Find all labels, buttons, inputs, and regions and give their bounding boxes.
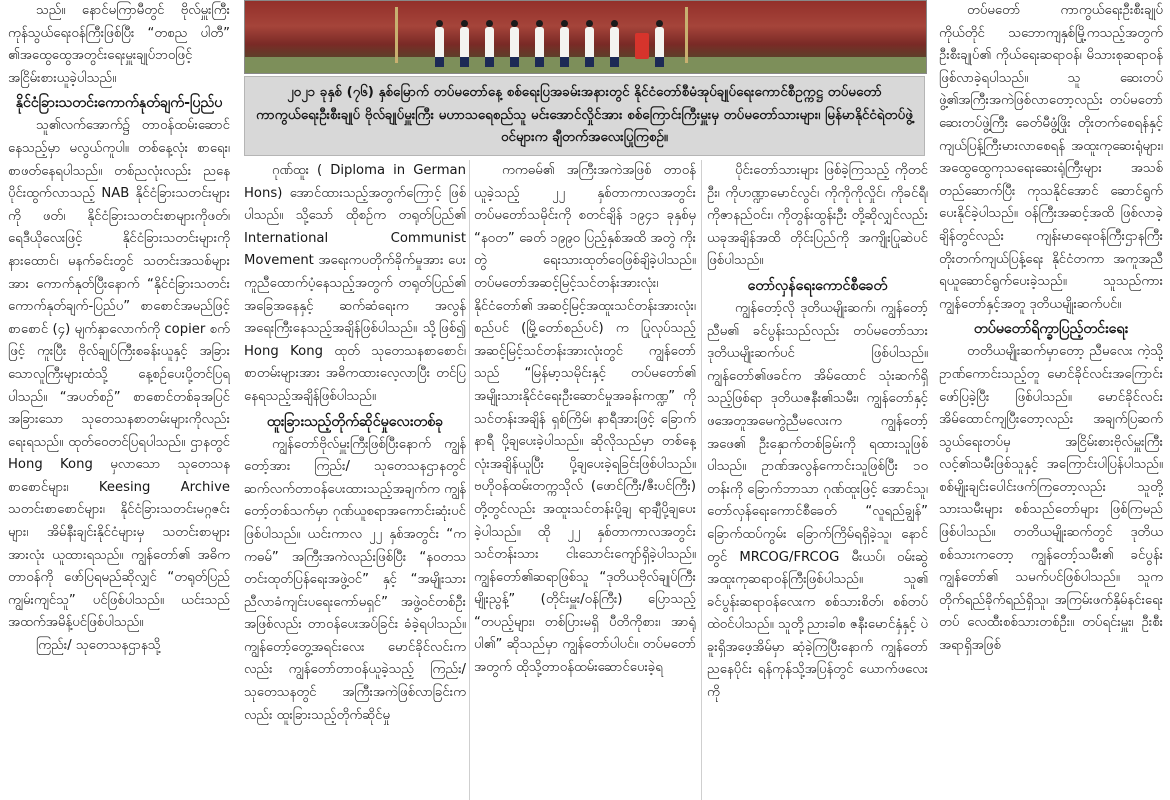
paragraph: သူ၏လက်အောက်၌ တာဝန်ထမ်းဆောင်နေသည့်မှာ မလွယ်ကူပါ။ တစ်နေ့လုံး စာရေး၊ စာဖတ်နေရပါသည်။ တစ်ညလုံးလည်း ညနေပိုင်းထွက်လာသည့် NAB နိုင်ငံခြားသတင်းများကို ဖတ်၊ နိုင်ငံခြားသတင်းစာများကိုဖတ်၊ ရေဒီယိုလေးဖြင့် နိုင်ငံခြားသတင်းများကို နားထောင်၊ မနက်ခင်းတွင် သတင်းအသစ်များအား ကောက်နုတ်ပြီးနောက် “နိုင်ငံခြားသတင်း ကောက်နုတ်ချက်-ပြည်ပ” စာစောင်အမည်ဖြင့် စာစောင် (၄) မျက်နှာလောက်ကို copier စက်ဖြင့် ကူးပြီး ဗိုလ်ချုပ်ကြီးစခန်းယူနှင့် အခြားသောလူကြီးများထံသို့ နေ့စဉ်ပေးပို့တင်ပြရပါသည်။ “အပတ်စဉ်” စာစောင်တစ်ခုအပြင် အခြားသော သုတေသနစာတမ်းများကိုလည်း ရေးရသည်။ ထုတ်ဝေတင်ပြရပါသည်။ ဌာနတွင် Hong Kong မှလာသော သုတေသနစာစောင်များ၊ Keesing Archive သတင်းစာစောင်များ၊ နိုင်ငံခြားသတင်းမဂ္ဂဇင်းများ၊ အိမ်နီးချင်းနိုင်ငံများမှ သတင်းစာများအားလုံး ယူထားရသည်။ ကျွန်တော်၏ အဓိကတာဝန်ကို ဖော်ပြရမည်ဆိုလျှင် “တရုတ်ပြည်ကျွမ်းကျင်သူ” ပင်ဖြစ်ပါသည်။ ယင်းသည် အထက်အမိန့်ပင်ဖြစ်ပါသည်။ — [8, 118, 230, 631]
article-column-3 — [474, 160, 696, 800]
soldier-figure — [510, 27, 519, 67]
article-column-4 — [707, 160, 928, 800]
flag-pole — [395, 7, 398, 63]
soldier-figure — [560, 27, 569, 67]
paragraph: တပ်မတော် ကာကွယ်ရေးဦးစီးချုပ် ကိုယ်တိုင် သဘောကျနှစ်မြို့ကသည့်အတွက် ဦးစီးချုပ်၏ ကိုယ်ရေးဆရာဝန်၊ မိသားစုဆရာဝန် ဖြစ်လာခဲ့ရပါသည်။ သူ ဆေးတပ်ဖွဲ့၏အကြီးအကဲဖြစ်လာတော့လည်း တပ်မတော်ဆေးတပ်ဖွဲ့ကြီး ခေတ်မီဖွံ့ဖြိုး တိုးတက်စေရန်နှင့် ကျယ်ပြန့်ကြီးမားလာစေရန် အထူးကုဆေးရုံများ၊ အထွေထွေကုသရေးဆေးရုံကြီးများ အသစ်တည်ဆောက်ပြီး ကုသနိုင်အောင် ဆောင်ရွက်ပေးနိုင်ခဲ့ပါသည်။ ဝန်ကြီးအဆင့်အထိ ဖြစ်လာခဲ့ချိန်တွင်လည်း ကျန်းမာရေးဝန်ကြီးဌာနကြီး တိုးတက်ကျယ်ပြန့်ရေး နိုင်ငံတကာ အကူအညီ ရယူဆောင်ရွက်ပေးခဲ့သည်။ သူသည်ကား ကျွန်တော်နှင့်အတူ ဒုတိယမျိုးဆက်ပင်။ — [939, 3, 1163, 312]
article-column-1 — [8, 0, 230, 800]
paragraph: ကကဓမ်၏ အကြီးအကဲအဖြစ် တာဝန်ယူခဲ့သည့် ၂၂ နှစ်တာကာလအတွင်း တပ်မတော်သမိုင်းကို စတင်ချိန် ၁၉၄၁ ခုနှစ်မှ “နဝတ” ခေတ် ၁၉၉၀ ပြည့်နှစ်အထိ အတွဲ ကိုးတွဲ ရေးသားထုတ်ဝေဖြစ်ချိခဲ့ပါသည်။ တပ်မတော်အဆင့်မြင့်သင်တန်းအားလုံး၊ နိုင်ငံတော်၏ အဆင့်မြင့်အထူးသင်တန်းအားလုံး၊ စည်ပင် (မြို့တော်စည်ပင်) က ပြုလုပ်သည့် အဆင့်မြင့်သင်တန်းအားလုံးတွင် ကျွန်တော်သည် “မြန်မာ့သမိုင်းနှင့် တပ်မတော်၏ အမျိုးသားနိုင်ငံရေးဦးဆောင်မှုအခန်းကဏ္ဍ” ကို သင်တန်းအချိန် ရှစ်ကြိမ်၊ နာရီအားဖြင့် ခြောက်နာရီ ပို့ချပေးခဲ့ပါသည်။ ဆိုလိုသည်မှာ တစ်နေ့လုံးအချိန်ယူပြီး ပို့ချပေးခဲ့ရခြင်းဖြစ်ပါသည်။ ဗဟိုဝန်ထမ်းတက္ကသိုလ် (ဖောင်ကြီး/ဇီးပင်ကြီး) တို့တွင်လည်း အထူးသင်တန်းပို့ချ ရာချီပို့ချပေးခဲ့ပါသည်။ ထို ၂၂ နှစ်တာကာလအတွင်း သင်တန်းသား ငါးသောင်းကျော်ရှိခဲ့ပါသည်။ ကျွန်တော်၏ဆရာဖြစ်သူ “ဒုတိယဗိုလ်ချုပ်ကြီးမျိုးညွန့်” (တိုင်းမှူး/ဝန်ကြီး) ပြောသည့် “တပည့်များ၊ တစ်ပြားမရှိ ပီတိကိုစား၊ အာရုံပါ၏” ဆိုသည်မှာ ကျွန်တော်ပါပင်။ တပ်မတော်အတွက် ထိုသို့တာဝန်ထမ်းဆောင်ပေးခဲ့ရ — [474, 163, 696, 676]
soldier-figure — [435, 27, 444, 67]
section-heading: ထူးခြားသည့်တိုက်ဆိုင်မှုလေးတစ်ခု — [266, 413, 444, 430]
section-heading: တော်လှန်ရေးကောင်စီခေတ် — [747, 277, 888, 294]
parade-photo — [244, 0, 927, 74]
paragraph: ကျွန်တော့်လို ဒုတိယမျိုးဆက်၊ ကျွန်တော့်ညီမ၏ ခင်ပွန်းသည်လည်း တပ်မတော်သား ဒုတိယမျိုးဆက်ပင် ဖြစ်ပါသည်။ ကျွန်တော်၏ဖခင်က အိမ်ထောင် သုံးဆက်ရှိသည့်ဖြစ်ရာ ဒုတိယဇနီး၏သမီး၊ ကျွန်တော်နှင့် ဖအေတူအမေကွဲညီမလေးက ကျွန်တော့်အဖေ၏ ဦးနှောက်တစ်ခြမ်းကို ရထားသူဖြစ်ပါသည်။ ဥာဏ်အလွန်ကောင်းသူဖြစ်ပြီး ၁၀ တန်းကို ခြောက်ဘာသာ ဂုဏ်ထူးဖြင့် အောင်သူ၊ တော်လှန်ရေးကောင်စီခေတ် “လူရည်ချွန်” ခြောက်ထပ်ကွမ်း ခြောက်ကြိမ်ရရှိခဲ့သူ၊ နောင်တွင် MRCOG/FRCOG မီးယပ်၊ ဝမ်းဆွဲ အထူးကုဆရာဝန်ကြီးဖြစ်ပါသည်။ သူ၏ ခင်ပွန်းဆရာဝန်လေးက စစ်သားစိတ်၊ စစ်တပ်ထဲဝင်ပါသည်။ သူတို့ညားခါစ ဇနီးမောင်နှံနှင့် ပဲခူးရှိအဖေ့အိမ်မှာ ဆုံခဲ့ကြပြီးနောက် ကျွန်တော် ညနေပိုင်း ရန်ကုန်သို့အပြန်တွင် ယောက်ဖလေးကို — [707, 300, 928, 701]
column-divider — [469, 160, 470, 800]
paragraph: ကြည်း/ သုတေသနဌာနသို့ — [36, 638, 161, 654]
soldier-figure — [655, 27, 664, 67]
flag-bearer — [635, 33, 649, 59]
paragraph: တတိယမျိုးဆက်မှာတော့ ညီမလေး ကဲ့သို့ ဥာဏ်ကောင်းသည့်တူ မောင်ခိုင်လင်းအကြောင်း ဖော်ပြခဲ့ပြီး ဖြစ်ပါသည်။ မောင်ခိုင်လင်း အိမ်ထောင်ကျပြီးတော့လည်း အချက်ပြဆက်သွယ်ရေးတပ်မှ အငြိမ်းစားဗိုလ်မှူးကြီးလင့်၏သမီးဖြစ်သူနှင့် အကြောင်းပါပြန်ပါသည်။ စစ်မျိုးချင်းပေါင်းဖက်ကြတော့လည်း သူတို့သားသမီးများ စစ်သည်တော်များ ဖြစ်ကြမည်ဖြစ်ပါသည်။ တတိယမျိုးဆက်တွင် ဒုတိယစစ်သားကတော့ ကျွန်တော့်သမီး၏ ခင်ပွန်းကျွန်တော်၏ သမက်ပင်ဖြစ်ပါသည်။ သူက တိုက်ရည်ခိုက်ရည်ရှိသူ၊ အကြမ်းဖက်နှိမ်နင်းရေးတပ် လေထီးစစ်သားတစ်ဦး။ တပ်ရင်းမှူး၊ ဦးစီးအရာရှိအဖြစ် — [939, 344, 1163, 654]
column-divider — [701, 160, 702, 800]
paragraph: ကျွန်တော်ဗိုလ်မှူးကြီးဖြစ်ပြီးနောက် ကျွန်တော့်အား ကြည်း/ သုတေသနဌာနတွင် ဆက်လက်တာဝန်ပေးထားသည့်အချက်က ကျွန်တော့်တစ်သက်မှာ ဂုဏ်ယူစရာအကောင်းဆုံးပင် ဖြစ်ပါသည်။ ယင်းကာလ ၂၂ နှစ်အတွင်း “ကကဓမ်” အကြီးအကဲလည်းဖြစ်ပြီး “နဝတသတင်းထုတ်ပြန်ရေးအဖွဲ့ဝင်” နှင့် “အမျိုးသားညီလာခံကျင်းပရေးကော်မရှင်” အဖွဲ့ဝင်တစ်ဦးအဖြစ်လည်း တာဝန်ပေးအပ်ခြင်း ခံခဲ့ရပါသည်။ ကျွန်တော့်တွေ့အရင်းလေး မောင်ခိုင်လင်းကလည်း ကျွန်တော်တာဝန်ယူခဲ့သည့် ကြည်း/သုတေသနတွင် အကြီးအကဲဖြစ်လာခြင်းကလည်း ထူးခြားသည့်တိုက်ဆိုင်မှု — [244, 436, 466, 723]
paragraph: ပိုင်းတော်သားများ ဖြစ်ခဲ့ကြသည့် ကိုတင်ဦး၊ ကိုဟဏ္ဍာမောင်လွင်၊ ကိုကိုကိုလှိုင်၊ ကိုခင်ရီ၊ ကိုဇာနည်ဝင်း၊ ကိုတွန်းထွန်းဦး တို့ဆိုလျှင်လည်း ယခုအချိန်အထိ တိုင်းပြည်ကို အကျိုးပြုဆဲပင်ဖြစ်ပါသည်။ — [707, 163, 928, 269]
section-heading: တပ်မတော်ရိက္ခာပြည့်တင်းရေး — [973, 321, 1129, 338]
flag-pole — [685, 7, 688, 63]
paragraph: သည်။ နောင်မကြာမီတွင် ဗိုလ်မှူးကြီး ကုန်သွယ်ရေးဝန်ကြီးဖြစ်ပြီး “တစည ပါတီ” ၏အထွေထွေအတွင်းရေးမှူးချုပ်ဘဝဖြင့် အငြိမ်းစားယူခဲ့ပါသည်။ — [8, 3, 230, 86]
paragraph: ဂုဏ်ထူး ( Diploma in German Hons) အောင်ထားသည့်အတွက်ကြောင့် ဖြစ်ပါသည်။ သို့သော် ထိုစဉ်က တရုတ်ပြည်၏ International Communist Movement အရေးကပတိုက်ခိုက်မှုအား ပေးကူညီထောက်ပံ့နေသည့်အတွက် တရုတ်ပြည်၏ အခြေအနေနှင့် ဆက်ဆံရေးက အလွန်အရေးကြီးနေသည့်အချိန်ဖြစ်ပါသည်။ သို့ဖြစ်၍ Hong Kong ထုတ် သုတေသနစာစောင်၊ စာတမ်းများအား အဓိကထားလေ့လာပြီး တင်ပြနေရသည့်အချိန်ဖြစ်ပါသည်။ — [244, 163, 466, 404]
photo-caption: ၂၀၂၁ ခုနှစ် (၇၆) နှစ်မြောက် တပ်မတော်နေ့ စစ်ရေးပြအခမ်းအနားတွင် နိုင်ငံတော်စီမံအုပ်ချုပ်ရေးကောင်စီဥက္ကဋ္ဌ တပ်မတော်ကာကွယ်ရေးဦးစီးချုပ် ဗိုလ်ချုပ်မှူးကြီး မဟာသရေစည်သူ မင်းအောင်လှိုင်အား စစ်ကြောင်းကြီးမှူးမှ တပ်မတော်သားများ၊ မြန်မာနိုင်ငံရဲတပ်ဖွဲ့ဝင်များက ချီတက်အလေးပြုကြစဉ်။ — [244, 76, 925, 156]
article-column-5 — [939, 0, 1163, 800]
article-column-2 — [244, 160, 466, 800]
soldier-figure — [610, 27, 619, 67]
soldier-figure — [585, 27, 594, 67]
soldier-figure — [485, 27, 494, 67]
section-heading: နိုင်ငံခြားသတင်းကောက်နုတ်ချက်-ပြည်ပ — [15, 95, 223, 112]
soldier-figure — [535, 27, 544, 67]
soldier-figure — [460, 27, 469, 67]
